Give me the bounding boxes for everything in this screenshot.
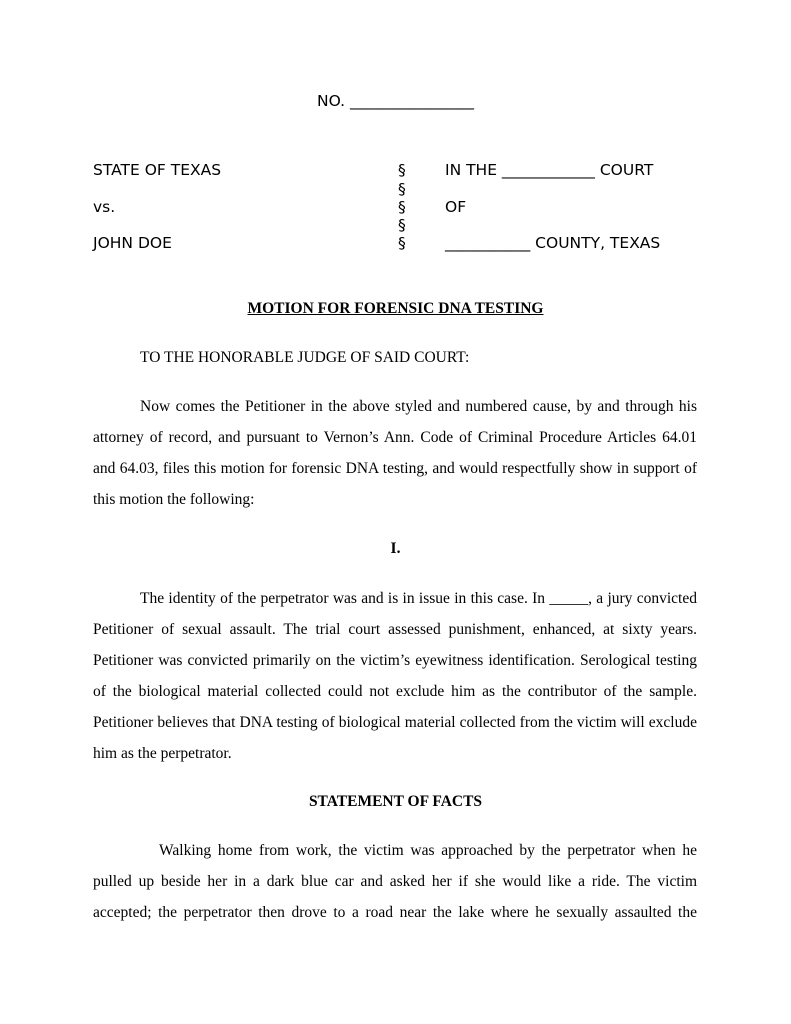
- section-mark: §: [398, 180, 406, 198]
- paragraph-line: him as the perpetrator.: [93, 745, 232, 762]
- paragraph-line: of the biological material collected could not exclude him as the contributor of the sample.: [93, 683, 697, 700]
- paragraph-line: this motion the following:: [93, 491, 255, 508]
- paragraph-line: attorney of record, and pursuant to Vernon’s Ann. Code of Criminal Procedure Articles 64.01: [93, 429, 697, 446]
- paragraph-line: Now comes the Petitioner in the above styled and numbered cause, by and through his: [140, 398, 697, 415]
- paragraph-line: accepted; the perpetrator then drove to a road near the lake where he sexually assaulted the: [93, 904, 697, 921]
- section-one-paragraph: [93, 583, 697, 769]
- caption-plaintiff: STATE OF TEXAS: [93, 161, 222, 179]
- caption-court: IN THE ____________ COURT: [445, 161, 654, 179]
- section-mark: §: [398, 198, 406, 216]
- paragraph-line: The identity of the perpetrator was and is in issue in this case. In _____, a jury convicted: [140, 590, 697, 607]
- section-heading-one: I.: [390, 540, 401, 557]
- section-mark: §: [398, 234, 406, 252]
- facts-heading: STATEMENT OF FACTS: [308, 793, 483, 810]
- paragraph-line: Petitioner was convicted primarily on the victim’s eyewitness identification. Serological testing: [93, 652, 697, 669]
- intro-paragraph: [93, 391, 697, 515]
- section-mark: §: [398, 216, 406, 234]
- salutation: TO THE HONORABLE JUDGE OF SAID COURT:: [140, 349, 470, 366]
- caption-versus: vs.: [93, 198, 116, 216]
- paragraph-line: pulled up beside her in a dark blue car and asked her if she would like a ride. The victim: [93, 873, 697, 890]
- caption-county: ___________ COUNTY, TEXAS: [445, 234, 661, 252]
- document-title: MOTION FOR FORENSIC DNA TESTING: [247, 300, 544, 317]
- paragraph-line: Walking home from work, the victim was approached by the perpetrator when he: [159, 842, 697, 859]
- paragraph-line: Petitioner of sexual assault. The trial court assessed punishment, enhanced, at sixty years.: [93, 621, 697, 638]
- caption-defendant: JOHN DOE: [93, 234, 172, 252]
- facts-paragraph: [93, 835, 697, 928]
- section-mark: §: [398, 161, 406, 179]
- case-number: NO. ________________: [316, 92, 475, 110]
- paragraph-line: Petitioner believes that DNA testing of biological material collected from the victim will exclude: [93, 714, 697, 731]
- caption-of: OF: [445, 198, 467, 216]
- paragraph-line: and 64.03, files this motion for forensic DNA testing, and would respectfully show in support of: [93, 460, 697, 477]
